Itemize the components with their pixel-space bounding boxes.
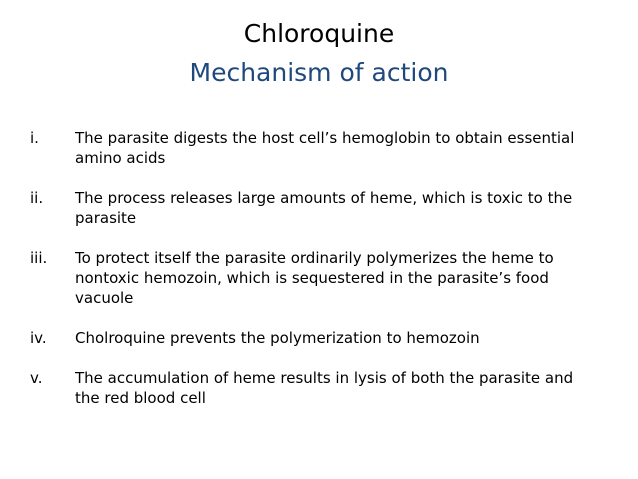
list-item: [30, 248, 600, 308]
list-item-text: To protect itself the parasite ordinarily polymerizes the heme to nontoxic hemozoin, which is sequestered in the parasite’s food vacuole: [75, 249, 554, 307]
list-marker: v.: [30, 369, 43, 387]
list-item: [30, 328, 600, 348]
mechanism-list: [30, 128, 600, 428]
list-item-text: The accumulation of heme results in lysis of both the parasite and the red blood cell: [75, 369, 574, 407]
slide-title: Chloroquine: [243, 19, 395, 48]
slide-subtitle: Mechanism of action: [189, 58, 449, 87]
list-marker: iv.: [30, 329, 47, 347]
list-marker: iii.: [30, 249, 48, 267]
list-item: [30, 188, 600, 228]
title-block: [0, 18, 638, 90]
list-marker: i.: [30, 129, 39, 147]
list-item-text: The process releases large amounts of heme, which is toxic to the parasite: [75, 189, 573, 227]
list-item: [30, 128, 600, 168]
list-item: [30, 368, 600, 408]
list-marker: ii.: [30, 189, 44, 207]
list-item-text: The parasite digests the host cell’s hemoglobin to obtain essential amino acids: [75, 129, 575, 167]
list-item-text: Cholroquine prevents the polymerization to hemozoin: [75, 329, 480, 347]
